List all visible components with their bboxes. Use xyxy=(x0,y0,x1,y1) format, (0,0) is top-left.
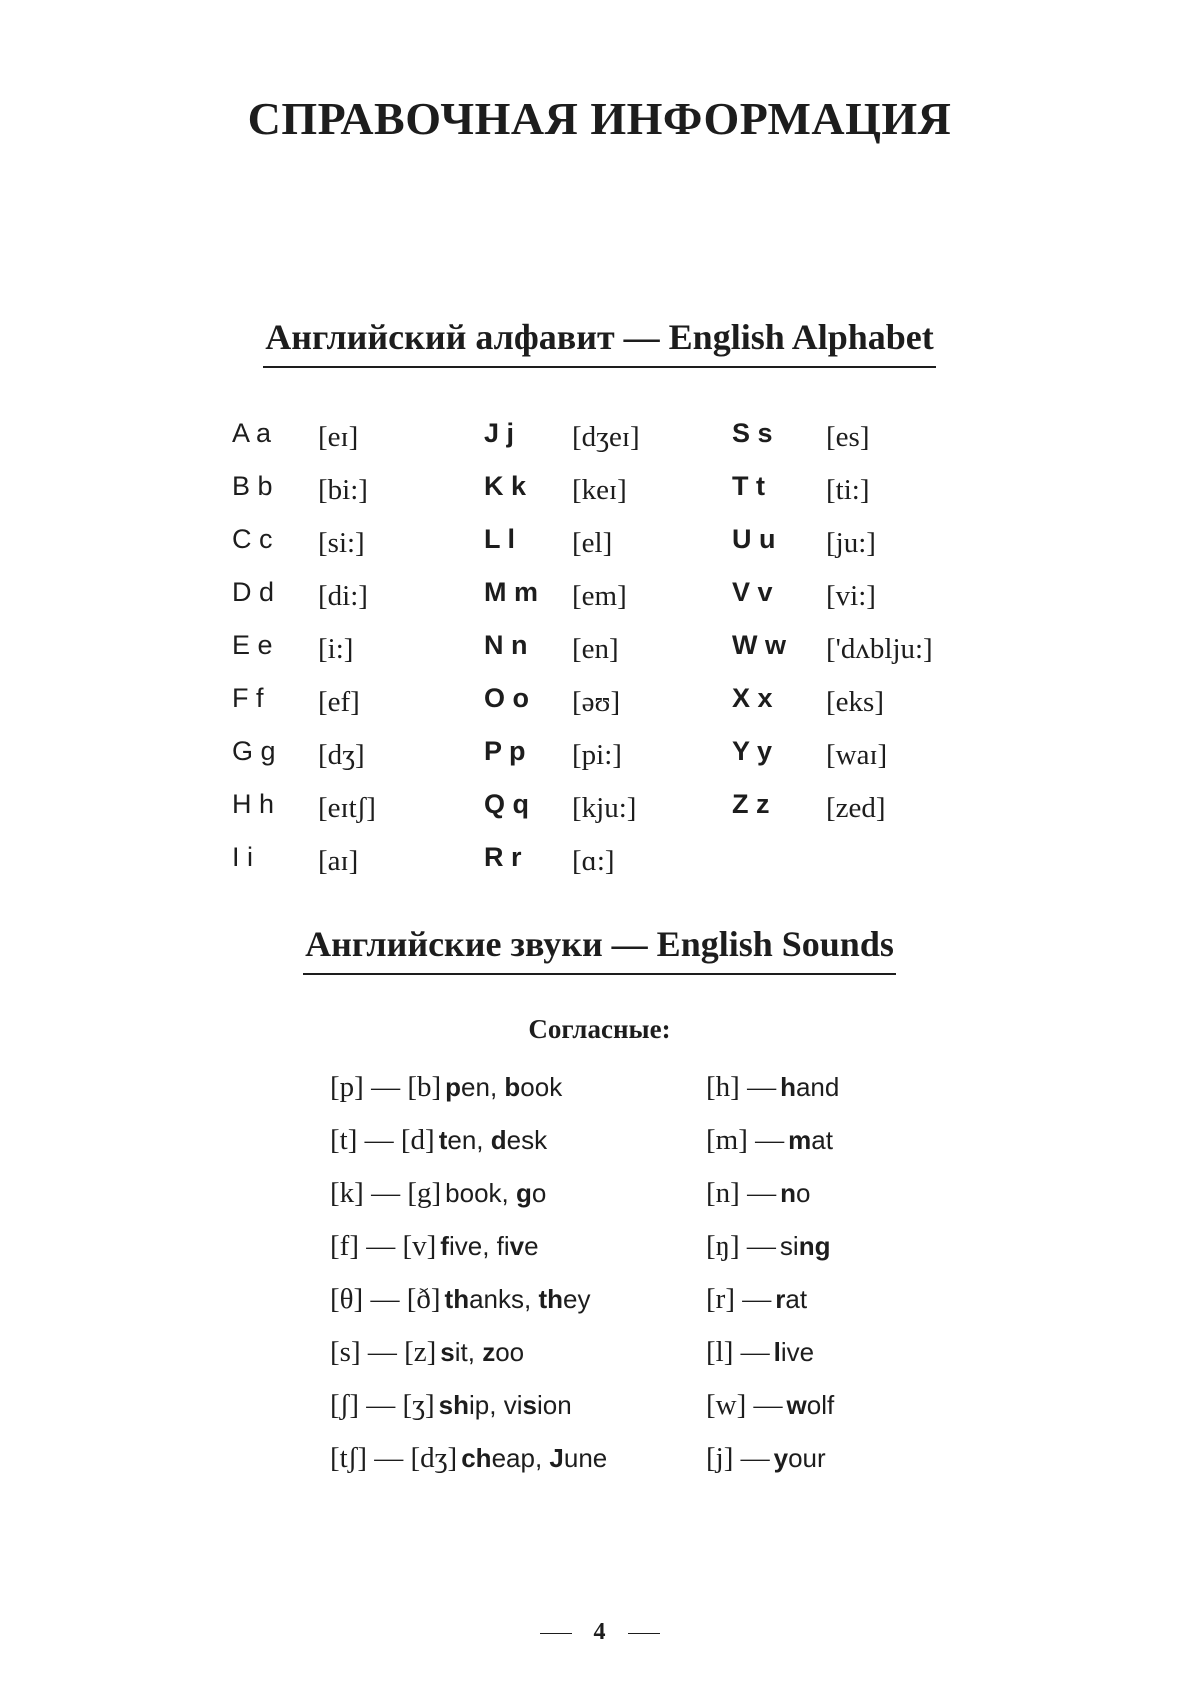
alphabet-transcription: [zed] xyxy=(826,792,886,824)
alphabet-transcription: [ɑ:] xyxy=(572,845,615,877)
example-highlight: ng xyxy=(798,1231,831,1261)
alphabet-section-title xyxy=(0,316,1199,368)
alphabet-transcription: ['dʌblju:] xyxy=(826,633,933,665)
example-text: at xyxy=(811,1125,833,1155)
alphabet-transcription: [bi:] xyxy=(318,474,368,506)
footer-dash-right xyxy=(628,1633,660,1634)
alphabet-letter: R r xyxy=(484,842,522,872)
consonant-example xyxy=(780,1178,810,1208)
alphabet-transcription: [dʒeɪ] xyxy=(572,421,640,453)
example-text: o xyxy=(531,1178,547,1208)
consonant-ipa: [m] — xyxy=(706,1124,785,1156)
example-text: and xyxy=(795,1072,840,1102)
alphabet-letter: W w xyxy=(732,630,786,660)
example-highlight: b xyxy=(504,1072,521,1102)
alphabet-letter: Z z xyxy=(732,789,770,819)
example-highlight: y xyxy=(773,1443,789,1473)
consonant-ipa: [n] — xyxy=(706,1177,777,1209)
alphabet-transcription: [di:] xyxy=(318,580,368,612)
alphabet-section-title-text: Английский алфавит — English Alphabet xyxy=(263,316,936,368)
example-highlight: th xyxy=(444,1284,470,1314)
example-text: oo xyxy=(495,1337,525,1367)
consonant-row xyxy=(330,1071,607,1124)
consonant-example xyxy=(780,1231,831,1261)
consonant-example xyxy=(775,1284,807,1314)
consonant-ipa: [l] — xyxy=(706,1336,770,1368)
consonant-example xyxy=(461,1443,607,1473)
consonant-ipa: [ŋ] — xyxy=(706,1230,776,1262)
alphabet-letter: J j xyxy=(484,418,515,448)
consonant-row xyxy=(330,1336,607,1389)
consonant-example xyxy=(787,1390,835,1420)
consonant-example xyxy=(439,1390,572,1420)
consonant-row xyxy=(706,1336,839,1389)
consonant-row xyxy=(330,1389,607,1442)
example-text: si xyxy=(779,1231,799,1261)
consonant-example xyxy=(439,1125,547,1155)
alphabet-transcription: [waɪ] xyxy=(826,739,888,771)
example-highlight: sh xyxy=(438,1390,470,1420)
consonant-ipa: [k] — [g] xyxy=(330,1177,442,1209)
alphabet-letter: S s xyxy=(732,418,773,448)
example-text: e xyxy=(524,1231,539,1261)
consonant-row xyxy=(330,1283,607,1336)
consonant-ipa: [s] — [z] xyxy=(330,1336,437,1368)
example-highlight: z xyxy=(482,1337,496,1367)
alphabet-letter: K k xyxy=(484,471,527,501)
alphabet-transcription: [si:] xyxy=(318,527,365,559)
example-text: ion xyxy=(536,1390,572,1420)
example-text: at xyxy=(785,1284,808,1314)
alphabet-letter: I i xyxy=(232,842,254,872)
alphabet-transcription: [ju:] xyxy=(826,527,876,559)
alphabet-letter: E e xyxy=(232,630,273,660)
example-text: esk xyxy=(506,1125,548,1155)
alphabet-letter: V v xyxy=(732,577,773,607)
alphabet-letter: U u xyxy=(732,524,776,554)
page-number: 4 xyxy=(593,1619,606,1645)
example-text: une xyxy=(563,1443,608,1473)
consonant-ipa: [p] — [b] xyxy=(330,1071,442,1103)
consonant-ipa: [r] — xyxy=(706,1283,772,1315)
alphabet-transcription: [el] xyxy=(572,527,613,559)
consonant-singles-column xyxy=(706,1071,839,1495)
example-text: o xyxy=(459,1178,475,1208)
alphabet-letter: M m xyxy=(484,577,538,607)
consonant-pairs-column xyxy=(330,1071,607,1495)
consonant-example xyxy=(445,1178,546,1208)
consonant-example xyxy=(440,1337,524,1367)
example-text: it, xyxy=(454,1337,483,1367)
consonant-row xyxy=(706,1071,839,1124)
example-highlight: t xyxy=(438,1125,448,1155)
page-title: СПРАВОЧНАЯ ИНФОРМАЦИЯ xyxy=(247,93,952,144)
consonant-row xyxy=(706,1442,839,1495)
consonant-row xyxy=(330,1230,607,1283)
footer-dash-left xyxy=(540,1633,572,1634)
consonant-ipa: [t] — [d] xyxy=(330,1124,435,1156)
consonant-ipa: [f] — [v] xyxy=(330,1230,437,1262)
example-highlight: m xyxy=(788,1125,812,1155)
example-text: ey xyxy=(563,1284,591,1314)
alphabet-letter: X x xyxy=(732,683,773,713)
consonant-row xyxy=(706,1124,839,1177)
consonant-row xyxy=(706,1283,839,1336)
consonant-example xyxy=(445,1284,591,1314)
example-highlight: s xyxy=(522,1390,537,1420)
example-highlight: n xyxy=(780,1178,796,1208)
alphabet-transcription: [eks] xyxy=(826,686,884,718)
alphabet-letter: P p xyxy=(484,736,526,766)
alphabet-letter: N n xyxy=(484,630,528,660)
alphabet-transcription: [ef] xyxy=(318,686,360,718)
consonant-row xyxy=(706,1389,839,1442)
sounds-section-title xyxy=(0,923,1199,975)
example-highlight: s xyxy=(440,1337,455,1367)
alphabet-transcription: [eɪtʃ] xyxy=(318,792,376,824)
consonant-row xyxy=(330,1442,607,1495)
alphabet-transcription: [vi:] xyxy=(826,580,876,612)
consonant-row xyxy=(706,1177,839,1230)
consonant-example xyxy=(774,1337,814,1367)
consonant-example xyxy=(788,1125,833,1155)
example-text: o xyxy=(795,1178,811,1208)
consonant-example xyxy=(774,1443,826,1473)
alphabet-letter: F f xyxy=(232,683,264,713)
example-highlight: r xyxy=(775,1284,786,1314)
example-text: olf xyxy=(806,1390,835,1420)
sounds-section-title-text: Английские звуки — English Sounds xyxy=(303,923,896,975)
consonants-heading: Согласные: xyxy=(528,1014,671,1044)
alphabet-letter: Y y xyxy=(732,736,773,766)
example-highlight: p xyxy=(445,1072,462,1102)
alphabet-letter: O o xyxy=(484,683,529,713)
alphabet-transcription: [eɪ] xyxy=(318,421,359,453)
example-text: ip, vi xyxy=(469,1390,523,1420)
example-highlight: d xyxy=(490,1125,507,1155)
example-highlight: th xyxy=(538,1284,563,1314)
example-highlight: h xyxy=(780,1072,796,1102)
example-text: ok xyxy=(474,1178,502,1208)
alphabet-transcription: [dʒ] xyxy=(318,739,365,771)
alphabet-letter: D d xyxy=(232,577,275,607)
alphabet-transcription: [əʊ] xyxy=(572,686,621,718)
consonant-ipa: [h] — xyxy=(706,1071,777,1103)
consonant-row xyxy=(330,1177,607,1230)
example-text: b xyxy=(445,1178,460,1208)
alphabet-transcription: [i:] xyxy=(318,633,354,665)
example-text: ive xyxy=(780,1337,815,1367)
example-highlight: g xyxy=(516,1178,532,1208)
alphabet-transcription: [es] xyxy=(826,421,870,453)
example-highlight: J xyxy=(549,1443,564,1473)
alphabet-transcription: [keɪ] xyxy=(572,474,627,506)
consonant-ipa: [w] — xyxy=(706,1389,783,1421)
consonant-row xyxy=(706,1230,839,1283)
alphabet-transcription: [aɪ] xyxy=(318,845,359,877)
alphabet-letter: Q q xyxy=(484,789,529,819)
alphabet-letter: B b xyxy=(232,471,273,501)
alphabet-transcription: [en] xyxy=(572,633,619,665)
example-text: ook xyxy=(520,1072,563,1102)
page-footer xyxy=(0,1619,1199,1646)
example-text: , xyxy=(501,1178,516,1208)
consonant-ipa: [tʃ] — [dʒ] xyxy=(330,1442,458,1474)
example-highlight: l xyxy=(773,1337,781,1367)
alphabet-transcription: [pi:] xyxy=(572,739,622,771)
alphabet-letter: H h xyxy=(232,789,275,819)
alphabet-transcription: [kju:] xyxy=(572,792,637,824)
example-text: en, xyxy=(461,1072,505,1102)
example-text: eap, xyxy=(491,1443,550,1473)
example-text: ive, fi xyxy=(448,1231,510,1261)
alphabet-letter: T t xyxy=(732,471,765,501)
example-highlight: f xyxy=(440,1231,449,1261)
example-text: en, xyxy=(447,1125,491,1155)
consonant-ipa: [j] — xyxy=(706,1442,770,1474)
alphabet-letter: A a xyxy=(232,418,272,448)
alphabet-transcription: [em] xyxy=(572,580,627,612)
example-text: our xyxy=(788,1443,826,1473)
consonant-row xyxy=(330,1124,607,1177)
consonant-example xyxy=(445,1072,562,1102)
example-highlight: w xyxy=(786,1390,807,1420)
example-text: anks, xyxy=(469,1284,539,1314)
example-highlight: v xyxy=(509,1231,525,1261)
consonant-ipa: [θ] — [ð] xyxy=(330,1283,441,1315)
alphabet-transcription: [ti:] xyxy=(826,474,870,506)
alphabet-letter: G g xyxy=(232,736,276,766)
example-highlight: ch xyxy=(461,1443,492,1473)
alphabet-letter: C c xyxy=(232,524,273,554)
consonant-ipa: [ʃ] — [ʒ] xyxy=(330,1389,435,1421)
consonant-example xyxy=(440,1231,538,1261)
alphabet-letter: L l xyxy=(484,524,516,554)
consonant-example xyxy=(780,1072,839,1102)
